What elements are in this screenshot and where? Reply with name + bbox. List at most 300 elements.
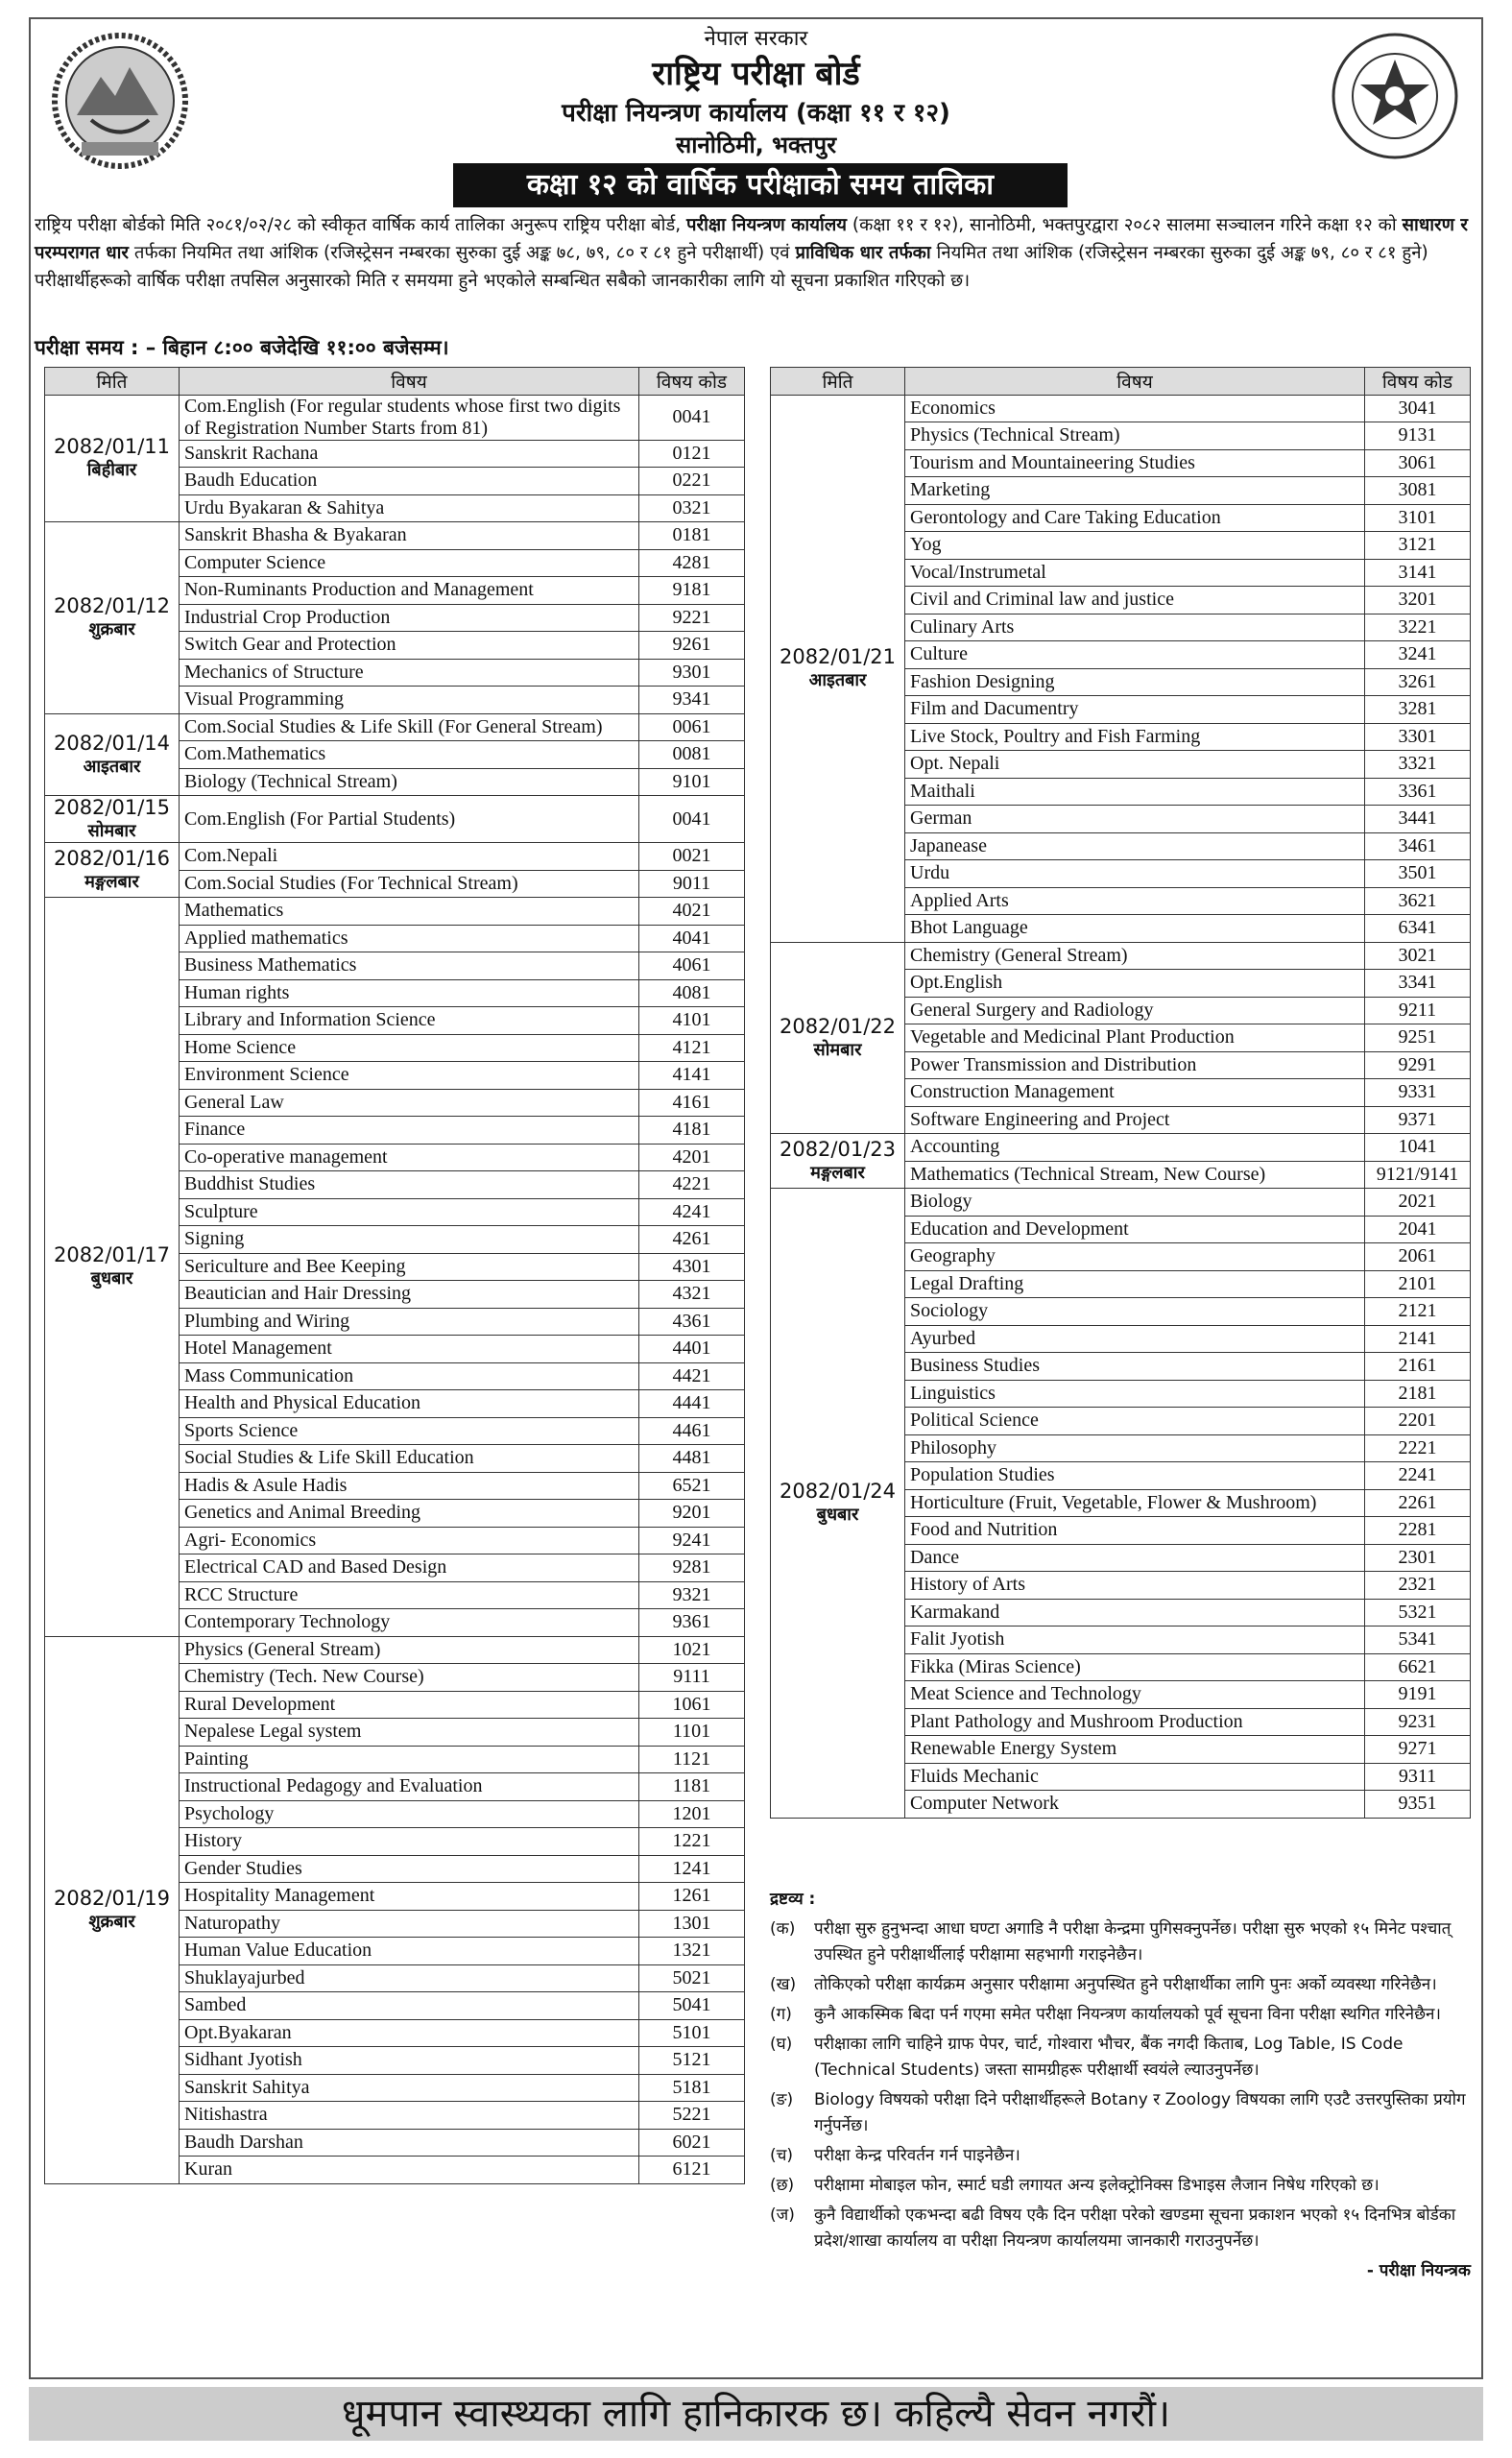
subject-cell: Com.Nepali: [180, 843, 639, 871]
exam-date-cell: [771, 395, 905, 942]
col-code: विषय कोड: [1365, 368, 1471, 396]
subject-code-cell: 4301: [639, 1253, 745, 1281]
note-key: (ख): [770, 1975, 797, 1994]
subject-cell: Ayurbed: [905, 1325, 1365, 1353]
subject-code-cell: 4481: [639, 1445, 745, 1473]
exam-date-cell: [45, 522, 180, 714]
exam-date-cell: [45, 713, 180, 796]
subject-code-cell: 6341: [1365, 915, 1471, 943]
subject-cell: Painting: [180, 1746, 639, 1773]
subject-code-cell: 3441: [1365, 806, 1471, 833]
subject-cell: Sambed: [180, 1992, 639, 2020]
subject-code-cell: 3041: [1365, 395, 1471, 422]
subject-code-cell: 0021: [639, 843, 745, 871]
exam-date: 2082/01/15: [53, 796, 171, 819]
subject-cell: Falit Jyotish: [905, 1627, 1365, 1654]
subject-cell: German: [905, 806, 1365, 833]
exam-day: मङ्गलबार: [84, 872, 139, 892]
subject-code-cell: 6521: [639, 1472, 745, 1500]
subject-cell: Culture: [905, 641, 1365, 669]
subject-code-cell: 1201: [639, 1800, 745, 1828]
subject-code-cell: 9331: [1365, 1079, 1471, 1107]
subject-code-cell: 9251: [1365, 1024, 1471, 1052]
subject-cell: Renewable Energy System: [905, 1736, 1365, 1764]
subject-cell: Chemistry (Tech. New Course): [180, 1664, 639, 1692]
subject-code-cell: 1041: [1365, 1134, 1471, 1162]
subject-cell: Education and Development: [905, 1216, 1365, 1243]
subject-cell: Dance: [905, 1544, 1365, 1572]
subject-cell: Yog: [905, 532, 1365, 560]
subject-cell: Mass Communication: [180, 1362, 639, 1390]
subject-cell: Sidhant Jyotish: [180, 2047, 639, 2075]
subject-cell: Population Studies: [905, 1462, 1365, 1490]
subject-code-cell: 9181: [639, 577, 745, 605]
exam-date: 2082/01/22: [779, 1014, 897, 1038]
subject-code-cell: 1321: [639, 1938, 745, 1965]
subject-cell: Health and Physical Education: [180, 1390, 639, 1418]
subject-code-cell: 4361: [639, 1308, 745, 1336]
subject-code-cell: 4181: [639, 1117, 745, 1145]
table-row: [45, 843, 745, 871]
subject-cell: Sports Science: [180, 1417, 639, 1445]
subject-cell: Agri- Economics: [180, 1527, 639, 1554]
subject-code-cell: 1021: [639, 1636, 745, 1664]
note-item: [770, 2032, 1471, 2084]
subject-cell: Philosophy: [905, 1434, 1365, 1462]
subject-cell: Com.Social Studies (For Technical Stream): [180, 870, 639, 898]
exam-day: बुधबार: [90, 1268, 133, 1289]
subject-code-cell: 3221: [1365, 614, 1471, 641]
subject-cell: Opt. Nepali: [905, 751, 1365, 779]
subject-code-cell: 3461: [1365, 832, 1471, 860]
note-item: [770, 2087, 1471, 2139]
subject-code-cell: 0121: [639, 440, 745, 468]
subject-cell: Bhot Language: [905, 915, 1365, 943]
subject-code-cell: 0061: [639, 713, 745, 741]
subject-code-cell: 9301: [639, 659, 745, 687]
subject-cell: Computer Science: [180, 549, 639, 577]
col-code: विषय कोड: [639, 368, 745, 396]
col-subject: विषय: [905, 368, 1365, 396]
note-key: (च): [770, 2146, 794, 2165]
subject-code-cell: 2301: [1365, 1544, 1471, 1572]
subject-cell: Sericulture and Bee Keeping: [180, 1253, 639, 1281]
subject-cell: Signing: [180, 1226, 639, 1254]
exam-time: परीक्षा समय : – बिहान ८:०० बजेदेखि ११:०० बजेसम्म।: [35, 336, 449, 359]
subject-code-cell: 9271: [1365, 1736, 1471, 1764]
subject-code-cell: 9111: [639, 1664, 745, 1692]
subject-code-cell: 9221: [639, 604, 745, 632]
subject-code-cell: 2041: [1365, 1216, 1471, 1243]
subject-code-cell: 9341: [639, 687, 745, 714]
col-date: मिति: [45, 368, 180, 396]
subject-code-cell: 0041: [639, 796, 745, 843]
subject-code-cell: 6621: [1365, 1653, 1471, 1681]
subject-cell: Live Stock, Poultry and Fish Farming: [905, 723, 1365, 751]
subject-code-cell: 1261: [639, 1883, 745, 1911]
subject-cell: Fashion Designing: [905, 668, 1365, 696]
subject-code-cell: 4401: [639, 1336, 745, 1363]
subject-cell: Opt.Byakaran: [180, 2019, 639, 2047]
table-row: [771, 395, 1471, 422]
subject-code-cell: 5041: [639, 1992, 745, 2020]
subject-code-cell: 1221: [639, 1828, 745, 1856]
subject-code-cell: 4241: [639, 1198, 745, 1226]
subject-code-cell: 3141: [1365, 559, 1471, 587]
subject-code-cell: 3241: [1365, 641, 1471, 669]
subject-code-cell: 9291: [1365, 1051, 1471, 1079]
subject-code-cell: 2321: [1365, 1572, 1471, 1600]
subject-code-cell: 3301: [1365, 723, 1471, 751]
subject-code-cell: 4141: [639, 1062, 745, 1090]
subject-cell: Genetics and Animal Breeding: [180, 1500, 639, 1528]
subject-cell: Business Studies: [905, 1353, 1365, 1381]
subject-cell: Applied Arts: [905, 887, 1365, 915]
subject-code-cell: 2181: [1365, 1380, 1471, 1408]
subject-cell: Fikka (Miras Science): [905, 1653, 1365, 1681]
note-key: (छ): [770, 2176, 795, 2195]
exam-day: सोमबार: [813, 1039, 862, 1060]
subject-code-cell: 4281: [639, 549, 745, 577]
subject-cell: Biology (Technical Stream): [180, 768, 639, 796]
subject-cell: Meat Science and Technology: [905, 1681, 1365, 1709]
schedule-table-right: [770, 367, 1471, 1819]
notes-section: [770, 1887, 1471, 2284]
subject-cell: Shuklayajurbed: [180, 1964, 639, 1992]
note-text: परीक्षाका लागि चाहिने ग्राफ पेपर, चार्ट, गोश्वारा भौचर, बैंक नगदी किताब, Log Table, IS Code (Technical Students) जस्ता सामग्रीहरू परीक्षार्थी स्वयंले ल्याउनुपर्नेछ।: [814, 2035, 1404, 2080]
subject-cell: Hotel Management: [180, 1336, 639, 1363]
subject-cell: History of Arts: [905, 1572, 1365, 1600]
note-text: परीक्षा सुरु हुनुभन्दा आधा घण्टा अगाडि नै परीक्षा केन्द्रमा पुगिसक्नुपर्नेछ। परीक्षा सुरु भएको १५ मिनेट पश्चात् उपस्थित हुने परीक्षार्थीलाई परीक्षामा सहभागी गराइनेछैन।: [814, 1919, 1452, 1964]
exam-date: 2082/01/23: [779, 1138, 897, 1161]
subject-code-cell: 9201: [639, 1500, 745, 1528]
subject-cell: Economics: [905, 395, 1365, 422]
subject-cell: Film and Dacumentry: [905, 696, 1365, 724]
subject-cell: General Surgery and Radiology: [905, 997, 1365, 1024]
subject-cell: Gerontology and Care Taking Education: [905, 504, 1365, 532]
subject-cell: Opt.English: [905, 970, 1365, 998]
subject-code-cell: 3321: [1365, 751, 1471, 779]
note-text: कुनै विद्यार्थीको एकभन्दा बढी विषय एकै दिन परीक्षा परेको खण्डमा सूचना प्रकाशन भएको १५ दिनभित्र बोर्डका प्रदेश/शाखा कार्यालय वा परीक्षा नियन्त्रण कार्यालयमा जानकारी गराउनुपर्नेछ।: [814, 2205, 1456, 2251]
subject-code-cell: 4321: [639, 1281, 745, 1309]
subject-code-cell: 3101: [1365, 504, 1471, 532]
subject-cell: Culinary Arts: [905, 614, 1365, 641]
subject-code-cell: 9131: [1365, 422, 1471, 450]
subject-cell: Legal Drafting: [905, 1270, 1365, 1298]
subject-cell: Human rights: [180, 979, 639, 1007]
subject-code-cell: 9011: [639, 870, 745, 898]
subject-cell: Co-operative management: [180, 1144, 639, 1171]
subject-cell: Marketing: [905, 477, 1365, 505]
exam-date: 2082/01/12: [53, 594, 171, 618]
subject-cell: Gender Studies: [180, 1855, 639, 1883]
subject-cell: Home Science: [180, 1034, 639, 1062]
exam-date: 2082/01/17: [53, 1243, 171, 1267]
footer-warning: धूमपान स्वास्थ्यका लागि हानिकारक छ। कहिल्यै सेवन नगरौं।: [29, 2387, 1483, 2441]
subject-code-cell: 3261: [1365, 668, 1471, 696]
subject-cell: Software Engineering and Project: [905, 1106, 1365, 1134]
note-text: Biology विषयको परीक्षा दिने परीक्षार्थीहरूले Botany र Zoology विषयका लागि एउटै उत्तरपुस्तिका प्रयोग गर्नुपर्नेछ।: [814, 2090, 1466, 2135]
subject-cell: Linguistics: [905, 1380, 1365, 1408]
note-key: (ज): [770, 2205, 795, 2225]
exam-date-cell: [45, 395, 180, 522]
subject-cell: Non-Ruminants Production and Management: [180, 577, 639, 605]
subject-code-cell: 1241: [639, 1855, 745, 1883]
note-item: [770, 1972, 1471, 1998]
subject-code-cell: 2101: [1365, 1270, 1471, 1298]
subject-code-cell: 9371: [1365, 1106, 1471, 1134]
subject-cell: Instructional Pedagogy and Evaluation: [180, 1773, 639, 1801]
subject-code-cell: 2221: [1365, 1434, 1471, 1462]
table-row: [45, 395, 745, 440]
subject-code-cell: 6021: [639, 2129, 745, 2157]
subject-cell: Baudh Darshan: [180, 2129, 639, 2157]
subject-code-cell: 2201: [1365, 1408, 1471, 1435]
subject-code-cell: 5221: [639, 2102, 745, 2130]
exam-date-cell: [45, 1636, 180, 2183]
subject-cell: Maithali: [905, 778, 1365, 806]
table-row: [45, 1636, 745, 1664]
subject-code-cell: 3341: [1365, 970, 1471, 998]
exam-date-cell: [771, 1189, 905, 1819]
subject-code-cell: 4261: [639, 1226, 745, 1254]
exam-date: 2082/01/19: [53, 1887, 171, 1910]
subject-cell: Civil and Criminal law and justice: [905, 587, 1365, 614]
subject-cell: Chemistry (General Stream): [905, 942, 1365, 970]
subject-cell: Karmakand: [905, 1599, 1365, 1627]
office-location: सानोठिमी, भक्तपुर: [675, 132, 837, 158]
subject-cell: Baudh Education: [180, 468, 639, 495]
subject-cell: Vocal/Instrumetal: [905, 559, 1365, 587]
subject-cell: Mechanics of Structure: [180, 659, 639, 687]
note-item: [770, 2203, 1471, 2254]
subject-code-cell: 6121: [639, 2157, 745, 2184]
subject-code-cell: 0041: [639, 395, 745, 440]
exam-date-cell: [45, 843, 180, 898]
subject-cell: Electrical CAD and Based Design: [180, 1554, 639, 1582]
subject-code-cell: 4121: [639, 1034, 745, 1062]
note-key: (घ): [770, 2035, 793, 2054]
subject-code-cell: 9361: [639, 1609, 745, 1637]
subject-cell: Computer Network: [905, 1791, 1365, 1819]
neb-seal-icon: [1328, 29, 1462, 163]
subject-cell: Political Science: [905, 1408, 1365, 1435]
subject-cell: Biology: [905, 1189, 1365, 1217]
subject-code-cell: 9311: [1365, 1763, 1471, 1791]
subject-cell: Visual Programming: [180, 687, 639, 714]
subject-code-cell: 9241: [639, 1527, 745, 1554]
subject-code-cell: 9211: [1365, 997, 1471, 1024]
subject-cell: Nitishastra: [180, 2102, 639, 2130]
subject-code-cell: 4201: [639, 1144, 745, 1171]
subject-code-cell: 3621: [1365, 887, 1471, 915]
subject-cell: Fluids Mechanic: [905, 1763, 1365, 1791]
subject-code-cell: 3281: [1365, 696, 1471, 724]
subject-code-cell: 4421: [639, 1362, 745, 1390]
note-item: [770, 2143, 1471, 2169]
exam-date-cell: [45, 898, 180, 1637]
subject-code-cell: 2281: [1365, 1517, 1471, 1545]
subject-cell: Com.English (For regular students whose first two digits of Registration Number Starts from 81): [180, 395, 639, 440]
subject-code-cell: 2061: [1365, 1243, 1471, 1271]
subject-cell: Tourism and Mountaineering Studies: [905, 449, 1365, 477]
subject-code-cell: 3361: [1365, 778, 1471, 806]
subject-cell: Sanskrit Sahitya: [180, 2074, 639, 2102]
subject-code-cell: 4081: [639, 979, 745, 1007]
subject-cell: Applied mathematics: [180, 925, 639, 952]
subject-code-cell: 2161: [1365, 1353, 1471, 1381]
exam-date: 2082/01/16: [53, 847, 171, 870]
subject-cell: Contemporary Technology: [180, 1609, 639, 1637]
exam-date-cell: [45, 796, 180, 843]
subject-cell: Hadis & Asule Hadis: [180, 1472, 639, 1500]
subject-cell: Com.Social Studies & Life Skill (For General Stream): [180, 713, 639, 741]
subject-code-cell: 3081: [1365, 477, 1471, 505]
subject-code-cell: 1121: [639, 1746, 745, 1773]
subject-code-cell: 2141: [1365, 1325, 1471, 1353]
subject-cell: Plumbing and Wiring: [180, 1308, 639, 1336]
col-subject: विषय: [180, 368, 639, 396]
intro-paragraph: राष्ट्रिय परीक्षा बोर्डको मिति २०८१/०२/२८ को स्वीकृत वार्षिक कार्य तालिका अनुरूप राष्ट्रिय परीक्षा बोर्ड, परीक्षा नियन्त्रण कार्यालय (कक्षा ११ र १२), सानोठिमी, भक्तपुरद्वारा २०८२ सालमा सञ्चालन गरिने कक्षा १२ को साधारण र परम्परागत धार तर्फका नियमित तथा आंशिक (रजिस्ट्रेसन नम्बरका सुरुका दुई अङ्क ७८, ७९, ८० र ८१ हुने परीक्षार्थी) एवं प्राविधिक धार तर्फका नियमित तथा आंशिक (रजिस्ट्रेसन नम्बरका सुरुका दुई अङ्क ७९, ८० र ८१ हुने) परीक्षार्थीहरूको वार्षिक परीक्षा तपसिल अनुसारको मिति र समयमा हुने भएकोले सम्बन्धित सबैको जानकारीका लागि यो सूचना प्रकाशित गरिएको छ।: [35, 215, 1468, 291]
subject-cell: Nepalese Legal system: [180, 1719, 639, 1747]
exam-date: 2082/01/21: [779, 645, 897, 668]
subject-cell: Food and Nutrition: [905, 1517, 1365, 1545]
subject-cell: Industrial Crop Production: [180, 604, 639, 632]
subject-code-cell: 0321: [639, 494, 745, 522]
note-key: (ङ): [770, 2090, 794, 2109]
subject-cell: Switch Gear and Protection: [180, 632, 639, 660]
subject-code-cell: 1101: [639, 1719, 745, 1747]
exam-day: आइतबार: [808, 670, 867, 690]
table-row: [45, 713, 745, 741]
subject-cell: Business Mathematics: [180, 952, 639, 980]
subject-cell: Japanease: [905, 832, 1365, 860]
exam-date-cell: [771, 942, 905, 1134]
subject-code-cell: 9261: [639, 632, 745, 660]
exam-day: मङ्गलबार: [810, 1163, 865, 1183]
board-name: राष्ट्रिय परीक्षा बोर्ड: [652, 55, 860, 93]
subject-code-cell: 2241: [1365, 1462, 1471, 1490]
exam-date-cell: [771, 1134, 905, 1189]
notice-page: [29, 17, 1483, 2379]
subject-cell: Sanskrit Rachana: [180, 440, 639, 468]
exam-day: शुक्रबार: [88, 1912, 135, 1932]
table-row: [771, 1189, 1471, 1217]
subject-code-cell: 9231: [1365, 1708, 1471, 1736]
subject-cell: Urdu Byakaran & Sahitya: [180, 494, 639, 522]
subject-code-cell: 3121: [1365, 532, 1471, 560]
subject-cell: Vegetable and Medicinal Plant Production: [905, 1024, 1365, 1052]
signature: - परीक्षा नियन्त्रक: [1366, 2261, 1471, 2280]
subject-code-cell: 0181: [639, 522, 745, 550]
subject-code-cell: 2121: [1365, 1298, 1471, 1326]
subject-code-cell: 1061: [639, 1691, 745, 1719]
exam-day: शुक्रबार: [88, 619, 135, 640]
exam-day: बिहीबार: [86, 460, 137, 481]
subject-cell: Construction Management: [905, 1079, 1365, 1107]
subject-code-cell: 3501: [1365, 860, 1471, 888]
subject-cell: Sanskrit Bhasha & Byakaran: [180, 522, 639, 550]
table-row: [771, 942, 1471, 970]
exam-day: आइतबार: [83, 756, 141, 777]
schedule-table-left: [44, 367, 745, 2184]
note-item: [770, 2002, 1471, 2028]
subject-cell: Plant Pathology and Mushroom Production: [905, 1708, 1365, 1736]
note-text: परीक्षा केन्द्र परिवर्तन गर्न पाइनेछैन।: [814, 2146, 1020, 2165]
table-row: [771, 1134, 1471, 1162]
header-line-1: नेपाल सरकार: [704, 27, 808, 51]
subject-code-cell: 5341: [1365, 1627, 1471, 1654]
subject-code-cell: 4101: [639, 1007, 745, 1035]
subject-cell: Hospitality Management: [180, 1883, 639, 1911]
exam-date: 2082/01/14: [53, 731, 171, 755]
subject-cell: Library and Information Science: [180, 1007, 639, 1035]
note-key: (ग): [770, 2005, 792, 2024]
note-text: तोकिएको परीक्षा कार्यक्रम अनुसार परीक्षामा अनुपस्थित हुने परीक्षार्थीका लागि पुनः अर्को व्यवस्था गरिनेछैन।: [814, 1975, 1437, 1994]
subject-code-cell: 5121: [639, 2047, 745, 2075]
subject-code-cell: 4441: [639, 1390, 745, 1418]
subject-code-cell: 1181: [639, 1773, 745, 1801]
note-key: (क): [770, 1919, 796, 1939]
subject-code-cell: 4061: [639, 952, 745, 980]
subject-cell: Environment Science: [180, 1062, 639, 1090]
subject-cell: Social Studies & Life Skill Education: [180, 1445, 639, 1473]
subject-cell: Urdu: [905, 860, 1365, 888]
subject-cell: Sociology: [905, 1298, 1365, 1326]
subject-code-cell: 9351: [1365, 1791, 1471, 1819]
subject-code-cell: 9321: [639, 1581, 745, 1609]
subject-code-cell: 1301: [639, 1910, 745, 1938]
subject-code-cell: 9101: [639, 768, 745, 796]
schedule-title-banner: कक्षा १२ को वार्षिक परीक्षाको समय तालिका: [453, 163, 1068, 207]
subject-cell: Finance: [180, 1117, 639, 1145]
exam-date: 2082/01/11: [53, 435, 171, 459]
subject-code-cell: 9281: [639, 1554, 745, 1582]
subject-cell: Physics (General Stream): [180, 1636, 639, 1664]
subject-code-cell: 9121/9141: [1365, 1161, 1471, 1189]
table-row: [45, 898, 745, 926]
subject-code-cell: 4161: [639, 1089, 745, 1117]
subject-code-cell: 0221: [639, 468, 745, 495]
subject-code-cell: 4221: [639, 1171, 745, 1199]
subject-cell: Rural Development: [180, 1691, 639, 1719]
note-item: [770, 1916, 1471, 1968]
subject-cell: Beautician and Hair Dressing: [180, 1281, 639, 1309]
subject-code-cell: 4041: [639, 925, 745, 952]
subject-code-cell: 5181: [639, 2074, 745, 2102]
subject-cell: Physics (Technical Stream): [905, 422, 1365, 450]
subject-cell: History: [180, 1828, 639, 1856]
subject-cell: Horticulture (Fruit, Vegetable, Flower & Mushroom): [905, 1489, 1365, 1517]
subject-code-cell: 2021: [1365, 1189, 1471, 1217]
subject-cell: Mathematics: [180, 898, 639, 926]
subject-cell: Naturopathy: [180, 1910, 639, 1938]
subject-cell: Human Value Education: [180, 1938, 639, 1965]
subject-code-cell: 5321: [1365, 1599, 1471, 1627]
note-text: कुनै आकस्मिक बिदा पर्न गएमा समेत परीक्षा नियन्त्रण कार्यालयको पूर्व सूचना विना परीक्षा स्थगित गरिनेछैन।: [814, 2005, 1441, 2024]
office-name: परीक्षा नियन्त्रण कार्यालय (कक्षा ११ र १२): [562, 99, 950, 128]
subject-cell: Kuran: [180, 2157, 639, 2184]
subject-cell: Geography: [905, 1243, 1365, 1271]
subject-cell: General Law: [180, 1089, 639, 1117]
subject-cell: Com.Mathematics: [180, 741, 639, 769]
note-text: परीक्षामा मोबाइल फोन, स्मार्ट घडी लगायत अन्य इलेक्ट्रोनिक्स डिभाइस लैजान निषेध गरिएको छ।: [814, 2176, 1380, 2195]
subject-code-cell: 3201: [1365, 587, 1471, 614]
table-row: [45, 522, 745, 550]
col-date: मिति: [771, 368, 905, 396]
subject-cell: Mathematics (Technical Stream, New Course): [905, 1161, 1365, 1189]
note-item: [770, 2173, 1471, 2199]
